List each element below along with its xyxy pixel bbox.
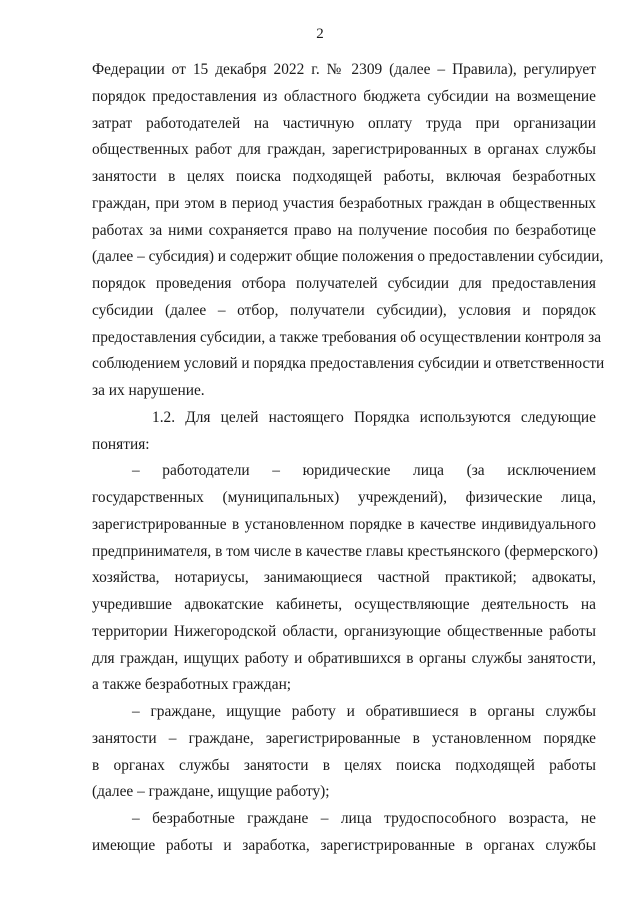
text-line: предоставления субсидии, а также требования об осуществлении контроля за (92, 328, 602, 346)
text-line: работах за ними сохраняется право на получение пособия по безработице (92, 221, 596, 239)
text-line: (далее – субсидия) и содержит общие положения о предоставлении субсидии, (92, 248, 604, 266)
text-line: общественных работ для граждан, зарегистрированных в органах службы (92, 141, 596, 159)
text-line: за их нарушение. (92, 382, 205, 399)
text-line: занятости – граждане, зарегистрированные в установленном порядке (92, 729, 596, 747)
text-line: (далее – граждане, ищущие работу); (92, 783, 330, 801)
definition-item-start: – безработные граждане – лица трудоспособного возраста, не (132, 810, 596, 827)
clause-heading-line: 1.2. Для целей настоящего Порядка используются следующие (152, 408, 596, 426)
page-number: 2 (316, 26, 324, 42)
text-line: для граждан, ищущих работу и обратившихся в органы службы занятости, (92, 649, 596, 667)
definition-item-start: – граждане, ищущие работу и обратившиеся в органы службы (132, 703, 596, 720)
document-body (92, 57, 605, 860)
text-line: в органах службы занятости в целях поиска подходящей работы (92, 756, 596, 774)
definition-item-start: – работодатели – юридические лица (за исключением (132, 462, 596, 480)
text-line: порядок проведения отбора получателей субсидии для предоставления (92, 275, 596, 292)
text-line: предпринимателя, в том числе в качестве главы крестьянского (фермерского) (92, 542, 598, 560)
text-line: соблюдением условий и порядка предоставления субсидии и ответственности (92, 355, 605, 373)
text-line: порядок предоставления из областного бюджета субсидии на возмещение (92, 87, 596, 105)
text-line: зарегистрированные в установленном порядке в качестве индивидуального (92, 515, 596, 533)
text-line: имеющие работы и заработка, зарегистрированные в органах службы (92, 836, 596, 854)
text-line: занятости в целях поиска подходящей работы, включая безработных (92, 168, 596, 185)
text-line: хозяйства, нотариусы, занимающиеся частной практикой; адвокаты, (92, 569, 596, 587)
text-line: Федерации от 15 декабря 2022 г. № 2309 (далее – Правила), регулирует (92, 61, 596, 78)
text-line: субсидии (далее – отбор, получатели субсидии), условия и порядок (92, 301, 596, 319)
text-line: учредившие адвокатские кабинеты, осуществляющие деятельность на (92, 596, 596, 613)
text-line: граждан, при этом в период участия безработных граждан в общественных (92, 194, 596, 212)
text-line: территории Нижегородской области, организующие общественные работы (92, 622, 596, 640)
text-line: затрат работодателей на частичную оплату труда при организации (92, 114, 596, 132)
text-line: понятия: (92, 435, 150, 453)
text-line: государственных (муниципальных) учреждений), физические лица, (92, 489, 596, 506)
text-line: а также безработных граждан; (92, 676, 292, 694)
